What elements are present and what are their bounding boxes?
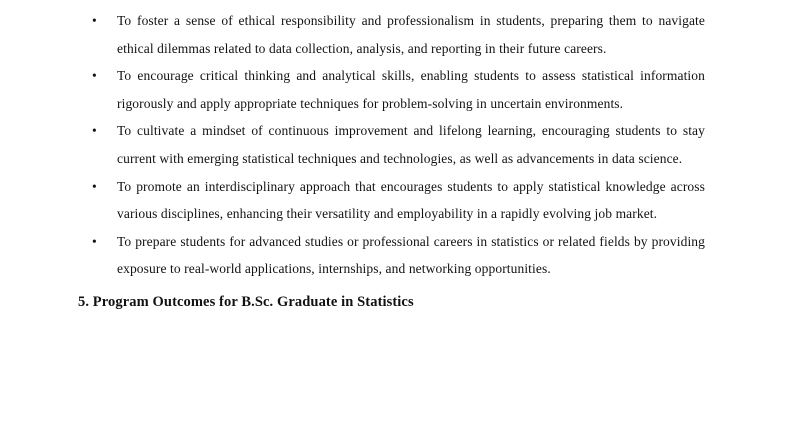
bullet-text: To foster a sense of ethical responsibility and professionalism in students, preparing them to navigate ethical dilemmas related to data collection, analysis, and reporting in their future careers. xyxy=(117,13,705,56)
bullet-text: To encourage critical thinking and analytical skills, enabling students to assess statistical information rigorously and apply appropriate techniques for problem-solving in uncertain environments. xyxy=(117,68,705,111)
bullet-icon: • xyxy=(92,233,97,249)
document-content xyxy=(78,7,705,312)
bullet-text: To prepare students for advanced studies or professional careers in statistics or related fields by providing exposure to real-world applications, internships, and networking opportunities. xyxy=(117,233,705,277)
bullet-item xyxy=(78,228,705,283)
bullet-icon: • xyxy=(92,178,97,194)
bullet-item xyxy=(78,117,705,172)
bullet-item xyxy=(78,62,705,117)
bullet-text: To cultivate a mindset of continuous improvement and lifelong learning, encouraging students to stay current with emerging statistical techniques and technologies, as well as advancements in data science. xyxy=(117,123,705,166)
bullet-icon: • xyxy=(92,68,97,84)
bullet-icon: • xyxy=(92,13,97,28)
bullet-icon: • xyxy=(92,123,97,139)
section-heading: 5. Program Outcomes for B.Sc. Graduate in Statistics xyxy=(78,293,414,310)
bullet-item xyxy=(78,7,705,62)
bullet-item xyxy=(78,173,705,228)
bullet-text: To promote an interdisciplinary approach that encourages students to apply statistical knowledge across various disciplines, enhancing their versatility and employability in a rapidly evolving job market. xyxy=(117,178,705,222)
